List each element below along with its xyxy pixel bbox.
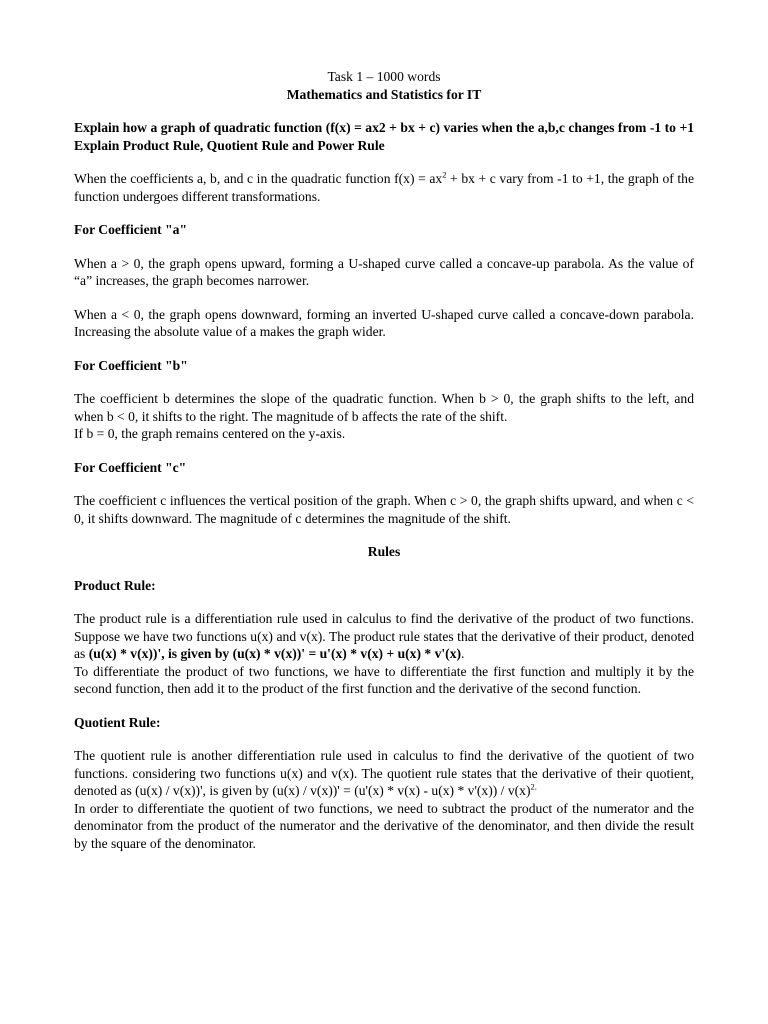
document-page xyxy=(74,68,694,852)
product-rule-paragraph-2: To differentiate the product of two functions, we have to differentiate the first function and multiply it by the second function, then add it to the product of the first function and the derivative of the second function. xyxy=(74,663,694,696)
coefficient-b-paragraph-1: The coefficient b determines the slope of the quadratic function. When b > 0, the graph shifts to the left, and when b < 0, it shifts to the right. The magnitude of b affects the rate of the shift. xyxy=(74,391,694,424)
coefficient-c-paragraph: The coefficient c influences the vertical position of the graph. When c > 0, the graph shifts upward, and when c < 0, it shifts downward. The magnitude of c determines the magnitude of the shift. xyxy=(74,493,694,526)
task-line: Task 1 – 1000 words xyxy=(327,69,441,84)
coefficient-a-paragraph-2: When a < 0, the graph opens downward, forming an inverted U-shaped curve called a concave-down parabola. Increasing the absolute value of a makes the graph wider. xyxy=(74,306,694,339)
heading-product-rule: Product Rule: xyxy=(74,577,156,593)
heading-coefficient-c: For Coefficient "c" xyxy=(74,459,187,475)
coefficient-b-paragraph-2: If b = 0, the graph remains centered on the y-axis. xyxy=(74,426,346,441)
coefficient-a-paragraph-1: When a > 0, the graph opens upward, forming a U-shaped curve called a concave-up parabola. As the value of “a” increases, the graph becomes narrower. xyxy=(74,255,694,288)
heading-coefficient-a: For Coefficient "a" xyxy=(74,222,187,237)
rules-heading: Rules xyxy=(367,544,401,559)
quotient-rule-paragraph-2: In order to differentiate the quotient of two functions, we need to subtract the product of the numerator and the denominator from the product of the numerator and the derivative of the denominator, and then divide the result by the square of the denominator. xyxy=(74,800,694,851)
heading-quotient-rule: Quotient Rule: xyxy=(74,714,161,730)
heading-coefficient-b: For Coefficient "b" xyxy=(74,357,188,373)
question-text: Explain how a graph of quadratic function (f(x) = ax2 + bx + c) varies when the a,b,c changes from -1 to +1 Explain Product Rule, Quotient Rule and Power Rule xyxy=(74,120,694,153)
quotient-rule-paragraph-1: The quotient rule is another differentiation rule used in calculus to find the derivative of the quotient of two functions. considering two functions u(x) and v(x). The quotient rule states that the derivative of their quotient, denoted as (u(x) / v(x))', is given by $(u(x) / v(x))' = (u'(x) * v(x) - u(x) * v'(x)) / v(x)^{2.}$ xyxy=(74,748,694,798)
intro-paragraph: When the coefficients a, b, and c in the quadratic function $f(x) = ax^2$ + bx + c vary from -1 to +1, the graph of the function undergoes different transformations. xyxy=(74,169,694,204)
course-title: Mathematics and Statistics for IT xyxy=(286,86,482,102)
product-rule-paragraph-1: The product rule is a differentiation rule used in calculus to find the derivative of the product of two functions. Suppose we have two functions u(x) and v(x). The product rule states that the derivative of their product, denoted as (u(x) * v(x))', is given by (u(x) * v(x))' = u'(x) * v(x) + u(x) * v'(x). xyxy=(74,611,694,661)
